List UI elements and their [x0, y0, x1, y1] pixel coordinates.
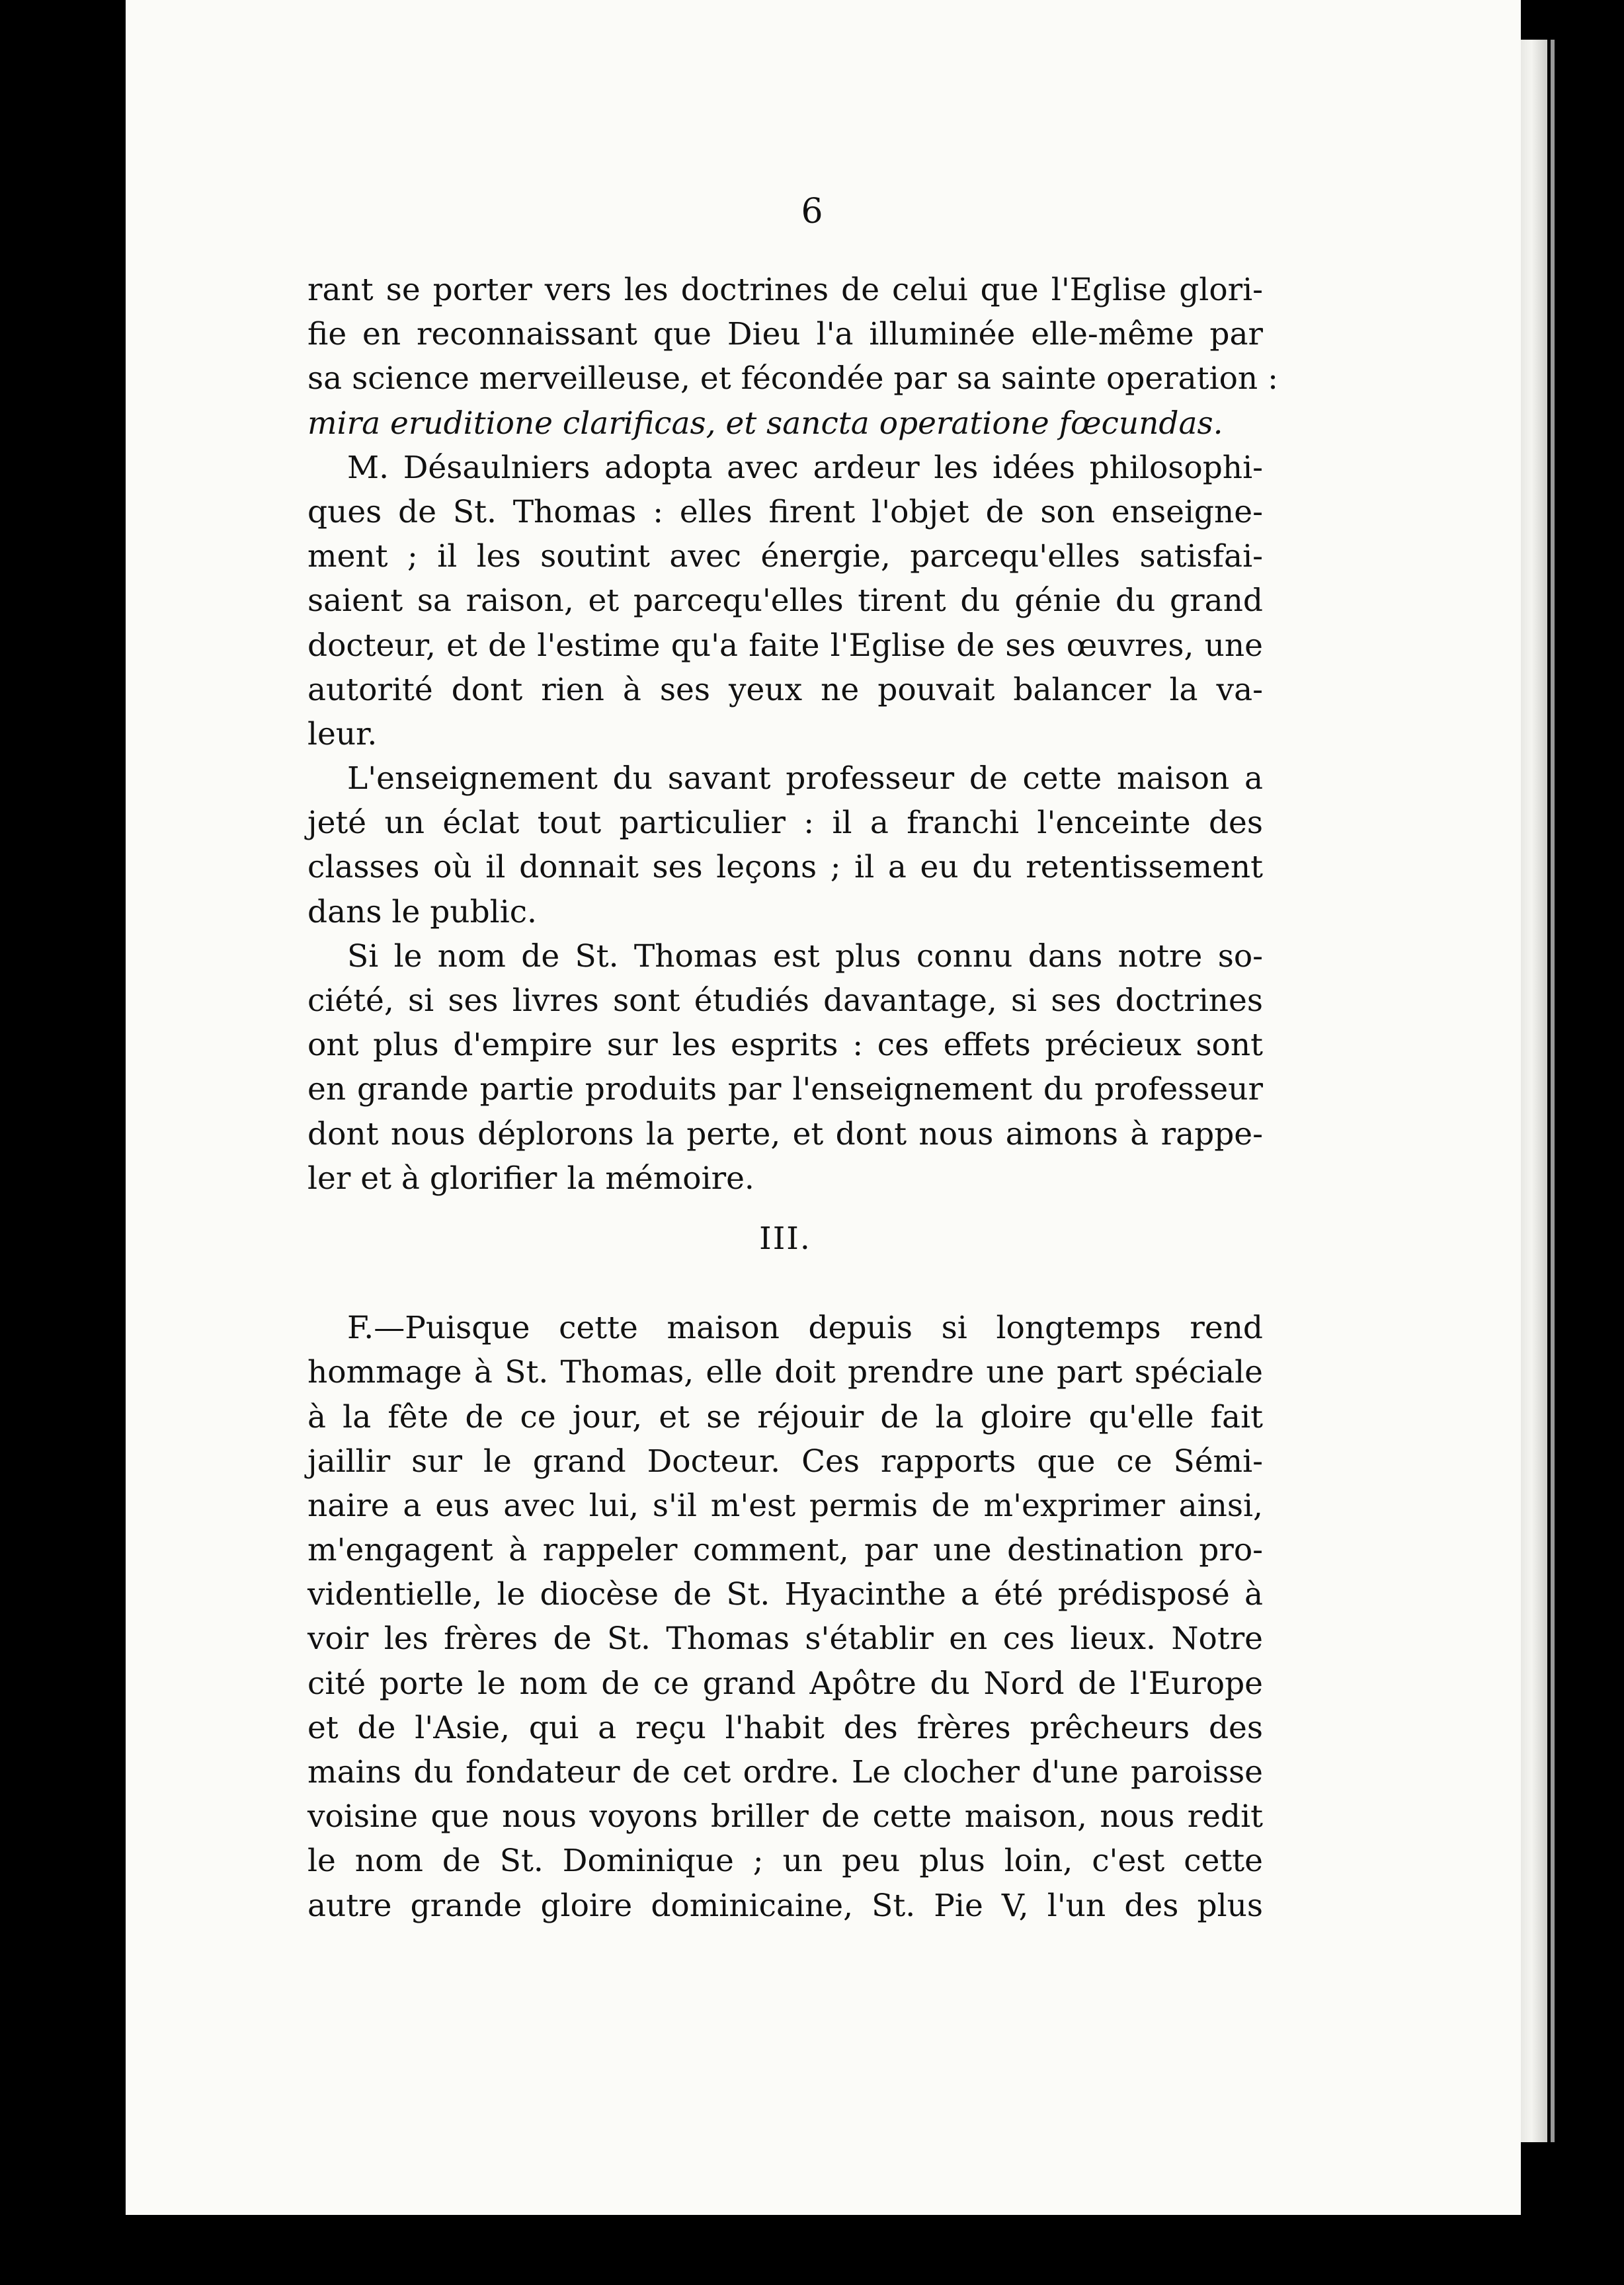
text-line: leur.: [307, 715, 378, 752]
text-line: ler et à glorifier la mémoire.: [307, 1160, 754, 1197]
page-edge-right: [1521, 40, 1547, 2142]
text-line: ciété, si ses livres sont étudiés davantage, si ses doctrines: [307, 982, 1263, 1019]
latin-quote: mira eruditione clarificas, et sancta operatione fœcundas.: [307, 405, 1223, 442]
text-line: Si le nom de St. Thomas est plus connu dans notre so-: [347, 938, 1263, 975]
body-text: [307, 268, 1278, 1928]
text-line: fie en reconnaissant que Dieu l'a illuminée elle-même par: [307, 316, 1263, 353]
text-line: L'enseignement du savant professeur de cette maison a: [347, 760, 1263, 797]
paragraph-2: [307, 446, 1263, 756]
text-line: m'engagent à rappeler comment, par une destination pro-: [307, 1532, 1263, 1569]
text-line: sa science merveilleuse, et fécondée par sa sainte operation :: [307, 360, 1278, 397]
text-line: rant se porter vers les doctrines de celui que l'Eglise glori-: [307, 272, 1263, 308]
paragraph-4: [307, 934, 1263, 1201]
text-line: mains du fondateur de cet ordre. Le clocher d'une paroisse: [307, 1754, 1263, 1790]
paragraph-5: [307, 1306, 1263, 1928]
text-line: ment ; il les soutint avec énergie, parcequ'elles satisfai-: [307, 538, 1263, 575]
text-line: naire a eus avec lui, s'il m'est permis de m'exprimer ainsi,: [307, 1487, 1263, 1524]
text-line: autorité dont rien à ses yeux ne pouvait balancer la va-: [307, 671, 1263, 708]
text-line: voisine que nous voyons briller de cette maison, nous redit: [307, 1798, 1263, 1835]
text-line: ques de St. Thomas : elles firent l'objet de son enseigne-: [307, 493, 1263, 530]
text-line: dans le public.: [307, 893, 537, 930]
text-line: F.—Puisque cette maison depuis si longtemps rend: [347, 1310, 1263, 1347]
text-line: jaillir sur le grand Docteur. Ces rapports que ce Sémi-: [307, 1443, 1263, 1480]
text-line: en grande partie produits par l'enseignement du professeur: [307, 1071, 1263, 1108]
text-line: hommage à St. Thomas, elle doit prendre une part spéciale: [307, 1354, 1263, 1391]
section-heading: III.: [759, 1220, 811, 1257]
text-line: à la fête de ce jour, et se réjouir de la gloire qu'elle fait: [307, 1398, 1263, 1435]
text-line: ont plus d'empire sur les esprits : ces effets précieux sont: [307, 1027, 1263, 1064]
text-line: jeté un éclat tout particulier : il a franchi l'enceinte des: [307, 805, 1263, 842]
text-line: classes où il donnait ses leçons ; il a eu du retentissement: [307, 849, 1263, 886]
text-line: docteur, et de l'estime qu'a faite l'Eglise de ses œuvres, une: [307, 627, 1263, 664]
page-number: 6: [801, 192, 823, 231]
text-line: le nom de St. Dominique ; un peu plus loin, c'est cette: [307, 1843, 1263, 1880]
page-edge-shadow: [1551, 40, 1555, 2142]
text-line: et de l'Asie, qui a reçu l'habit des frères prêcheurs des: [307, 1709, 1263, 1746]
text-line: cité porte le nom de ce grand Apôtre du Nord de l'Europe: [307, 1665, 1263, 1702]
text-line: saient sa raison, et parcequ'elles tirent du génie du grand: [307, 582, 1263, 620]
text-line: voir les frères de St. Thomas s'établir en ces lieux. Notre: [307, 1621, 1263, 1658]
paragraph-1: [307, 268, 1278, 446]
text-line: M. Désaulniers adopta avec ardeur les idées philosophi-: [347, 449, 1263, 486]
text-line: autre grande gloire dominicaine, St. Pie V, l'un des plus: [307, 1887, 1263, 1924]
text-line: dont nous déplorons la perte, et dont nous aimons à rappe-: [307, 1115, 1263, 1152]
paragraph-3: [307, 756, 1263, 934]
text-line: videntielle, le diocèse de St. Hyacinthe a été prédisposé à: [307, 1576, 1263, 1613]
